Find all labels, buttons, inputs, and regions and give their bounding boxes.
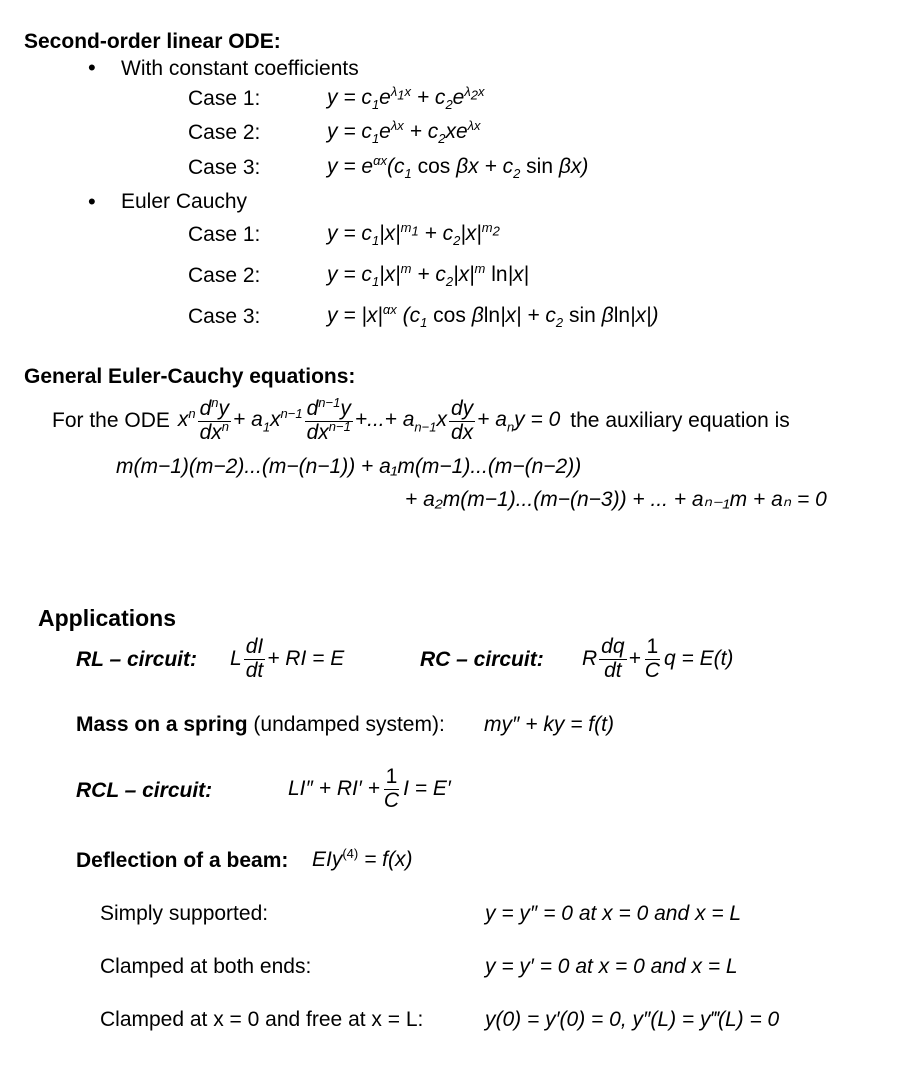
spring-label xyxy=(76,713,445,737)
spring-label-rest: (undamped system): xyxy=(253,713,445,736)
case-label: Case 3: xyxy=(188,305,261,328)
rc-circuit-label: RC – circuit: xyxy=(420,648,544,671)
formula-ec-case3: $y = |x|^{\alpha x}$ ($c_1$ $\cos \beta\ln|x| + c_2$ sin βln|x|) xyxy=(327,302,659,331)
bullet-icon: • xyxy=(88,189,96,214)
rc-circuit-formula: R $\frac{dq}{dt}$ + $\frac{1}{C}$ q = E(t) xyxy=(582,635,734,682)
ode-suffix: the auxiliary equation is xyxy=(570,409,790,432)
case-label: Case 2: xyxy=(188,264,261,287)
section-heading-second-order: Second-order linear ODE: xyxy=(24,30,281,53)
euler-cauchy-label: Euler Cauchy xyxy=(121,190,248,213)
formula-ec-case2: $y = c_1|x|^m + c_2|x|^m$ ln|x| xyxy=(327,261,529,290)
rcl-circuit-label: RCL – circuit: xyxy=(76,779,213,802)
beam-formula: EIy$^{(4)}$ = f(x) xyxy=(312,846,413,871)
rl-circuit-label: RL – circuit: xyxy=(76,648,197,671)
formula-ec-case1: $y = c_1|x|^{m_1} + c_2|x|^{m_2}$ xyxy=(327,220,500,249)
rl-circuit-formula: L $\frac{dI}{dt}$ + RI = E xyxy=(230,635,345,682)
case-label: Case 3: xyxy=(188,156,261,179)
beam-condition-label: Clamped at both ends: xyxy=(100,955,312,978)
beam-condition-formula: y = y″ = 0 at x = 0 and x = L xyxy=(485,902,742,925)
aux-equation-line1: m(m−1)(m−2)...(m−(n−1)) + a₁m(m−1)...(m−(n−2)) xyxy=(116,455,582,478)
beam-condition-label: Clamped at x = 0 and free at x = L: xyxy=(100,1008,424,1031)
spring-label-bold: Mass on a spring xyxy=(76,713,248,736)
case-label: Case 1: xyxy=(188,223,261,246)
section-heading-general-euler: General Euler-Cauchy equations: xyxy=(24,365,356,388)
bullet-icon: • xyxy=(88,55,96,80)
formula-cc-case1: $y = c_1e^{\lambda_1x} + c_2e^{\lambda_2x}$ xyxy=(327,84,485,113)
beam-condition-formula: y = y′ = 0 at x = 0 and x = L xyxy=(485,955,738,978)
formula-cc-case2: $y = c_1e^{\lambda x} + c_2xe^{\lambda x}$ xyxy=(327,118,481,147)
constant-coeff-label: With constant coefficients xyxy=(121,57,359,80)
beam-condition-label: Simply supported: xyxy=(100,902,269,925)
spring-formula: my″ + ky = f(t) xyxy=(484,713,614,736)
case-label: Case 2: xyxy=(188,121,261,144)
ode-formula: $x^n$ $\frac{d^ny}{dx^n}$ + $a_1x^{n-1}$ $\frac{d^{n-1}y}{dx^{n-1}}$ +...+ $a_{n-1}x$ $\frac{dy}{dx}$ + $a_ny = 0$ xyxy=(177,395,561,444)
beam-label: Deflection of a beam: xyxy=(76,849,289,872)
rcl-circuit-formula: LI″ + RI′ + $\frac{1}{C}$ I = E′ xyxy=(288,765,451,812)
aux-equation-line2: + a₂m(m−1)...(m−(n−3)) + ... + aₙ₋₁m + aₙ = 0 xyxy=(405,488,827,511)
case-label: Case 1: xyxy=(188,87,261,110)
ode-prefix: For the ODE xyxy=(52,409,170,432)
section-heading-applications: Applications xyxy=(38,605,177,631)
formula-cc-case3: $y = e^{\alpha x}(c_1$ $\cos \beta x + c_2$ sin βx) xyxy=(327,153,589,182)
general-euler-ode-line xyxy=(52,395,790,447)
beam-condition-formula: y(0) = y′(0) = 0, y″(L) = y‴(L) = 0 xyxy=(485,1008,780,1031)
